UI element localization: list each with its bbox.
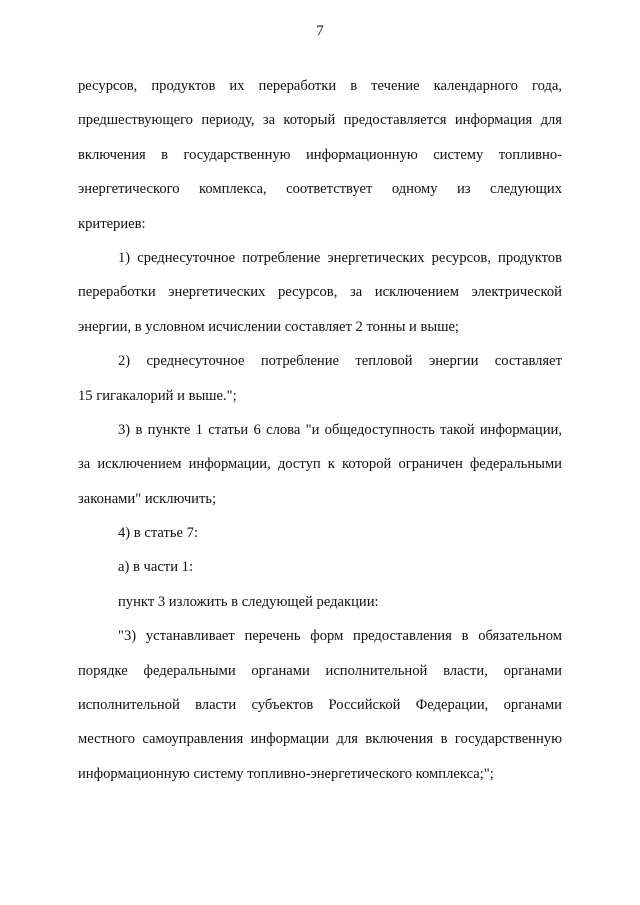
text-line: энергетического комплекса, соответствует одному из следующих: [78, 181, 562, 198]
text-line: переработки энергетических ресурсов, за исключением электрической: [78, 284, 562, 301]
text-line: информационную систему топливно-энергетического комплекса;";: [78, 765, 494, 782]
text-line: включения в государственную информационную систему топливно-: [78, 146, 562, 163]
text-line: 15 гигакалорий и выше.";: [78, 387, 237, 404]
text-line: 2) среднесуточное потребление тепловой энергии составляет: [118, 353, 562, 370]
text-line: исполнительной власти субъектов Российской Федерации, органами: [78, 697, 562, 714]
text-line: "3) устанавливает перечень форм предоставления в обязательном: [118, 628, 562, 645]
text-line: энергии, в условном исчислении составляет 2 тонны и выше;: [78, 318, 459, 335]
document-body: [78, 74, 562, 796]
text-line: пункт 3 изложить в следующей редакции:: [118, 593, 379, 610]
text-line: 4) в статье 7:: [118, 525, 198, 542]
text-line: критериев:: [78, 215, 146, 232]
text-line: ресурсов, продуктов их переработки в течение календарного года,: [78, 78, 562, 94]
text-line: за исключением информации, доступ к которой ограничен федеральными: [78, 456, 562, 473]
text-line: порядке федеральными органами исполнительной власти, органами: [78, 662, 562, 679]
text-line: а) в части 1:: [118, 559, 194, 576]
text-line: местного самоуправления информации для включения в государственную: [78, 731, 562, 748]
page-number: 7: [316, 23, 324, 39]
text-line: предшествующего периоду, за который предоставляется информация для: [78, 112, 562, 129]
text-line: 3) в пункте 1 статьи 6 слова "и общедоступность такой информации,: [118, 421, 562, 438]
text-line: 1) среднесуточное потребление энергетических ресурсов, продуктов: [118, 249, 562, 266]
text-line: законами" исключить;: [78, 490, 217, 507]
